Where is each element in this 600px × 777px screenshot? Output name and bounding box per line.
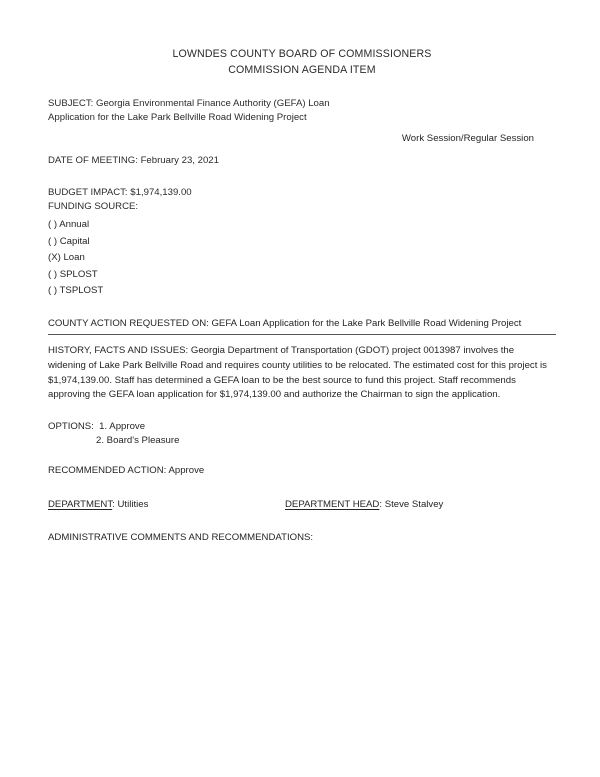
session-type: Work Session/Regular Session [401,132,534,144]
header-title-line-2: COMMISSION AGENDA ITEM [228,64,376,76]
funding-option-annual-mark: ( ) [48,219,58,231]
funding-option-annual [48,217,556,233]
department-head-label: DEPARTMENT HEAD [285,498,380,510]
funding-option-capital [48,234,556,250]
department-label: DEPARTMENT [48,498,113,510]
budget-block [48,186,556,215]
document-body [48,46,556,545]
funding-source-label: FUNDING SOURCE: [48,201,139,213]
document-header [48,46,556,78]
history-facts-issues: HISTORY, FACTS AND ISSUES: Georgia Department of Transportation (GDOT) project 0013987 involves the widening of Lake Park Bellville Road and requires county utilities to be relocated. The estimated cost for this project is $1,974,139.00. Staff has determined a GEFA loan to be the best source to fund this project. Staff recommends approving the GEFA loan application for $1,974,139.00 and authorize the Chairman to sign the application. [48,345,547,401]
header-title-line-1: LOWNDES COUNTY BOARD OF COMMISSIONERS [172,48,432,60]
department-field [48,498,148,513]
budget-impact: BUDGET IMPACT: $1,974,139.00 [48,186,192,198]
funding-option-splost [48,267,556,283]
funding-option-loan-label: Loan [63,252,85,264]
department-head-value: : Steve Stalvey [379,498,444,510]
meeting-date: DATE OF MEETING: February 23, 2021 [48,155,219,167]
county-action-requested: COUNTY ACTION REQUESTED ON: GEFA Loan Application for the Lake Park Bellville Road Widening Project [48,317,556,335]
funding-option-splost-mark: ( ) [48,268,58,280]
recommended-action: RECOMMENDED ACTION: Approve [48,465,205,477]
funding-option-annual-label: Annual [59,219,90,231]
administrative-comments-heading: ADMINISTRATIVE COMMENTS AND RECOMMENDATIONS: [48,531,314,543]
funding-option-tsplost-label: TSPLOST [59,285,104,297]
funding-option-loan-mark: (X) [48,252,61,264]
funding-option-tsplost-mark: ( ) [48,285,58,297]
funding-source-list [48,217,556,299]
funding-option-loan [48,250,556,266]
subject-line-1: SUBJECT: Georgia Environmental Finance Authority (GEFA) Loan [48,98,330,109]
funding-option-tsplost [48,283,556,299]
option-2: 2. Board's Pleasure [96,435,180,447]
subject-block [48,97,556,126]
department-value: : Utilities [112,498,149,510]
department-head-field [285,498,443,513]
funding-option-capital-label: Capital [59,235,90,247]
funding-option-splost-label: SPLOST [59,268,98,280]
options-block [48,420,556,449]
option-1: OPTIONS: 1. Approve [48,420,146,432]
department-row [48,498,556,513]
subject-line-2: Application for the Lake Park Bellville Road Widening Project [48,112,307,124]
funding-option-capital-mark: ( ) [48,235,58,247]
